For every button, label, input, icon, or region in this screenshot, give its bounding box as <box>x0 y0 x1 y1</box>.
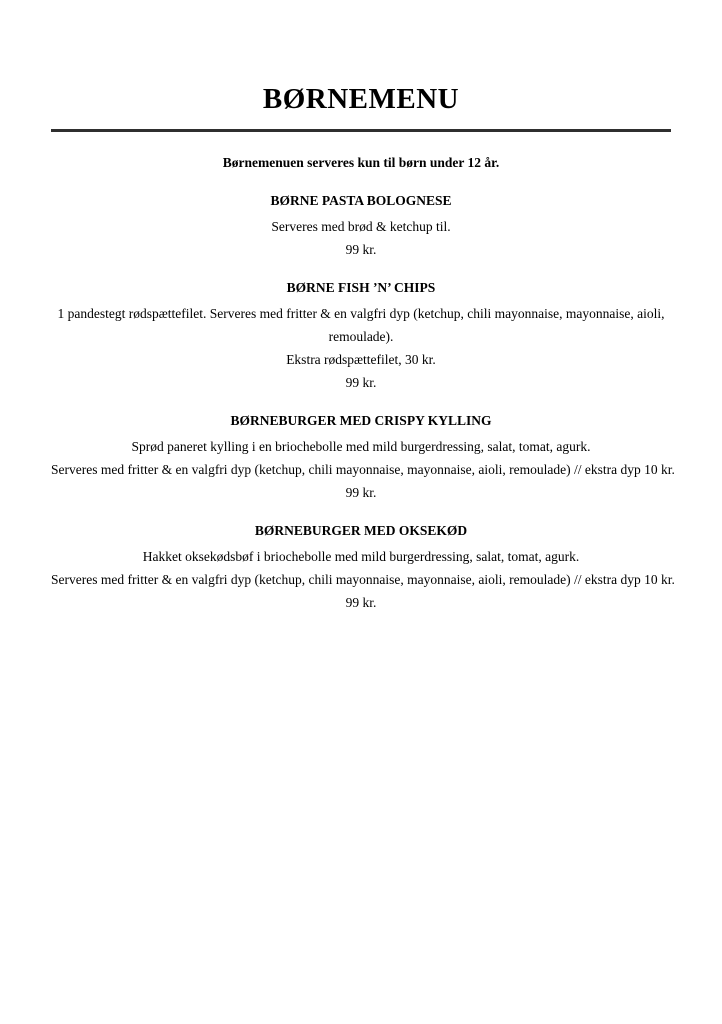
menu-item-description-line: Serveres med fritter & en valgfri dyp (ketchup, chili mayonnaise, mayonnaise, aioli, remoulade) // ekstra dyp 10 kr. <box>51 572 675 587</box>
menu-item-burger-oksekod <box>51 519 675 614</box>
menu-item-fish-n-chips <box>51 276 671 394</box>
menu-item-description-line: Sprød paneret kylling i en briochebolle med mild burgerdressing, salat, tomat, agurk. <box>131 439 591 454</box>
menu-item-name: BØRNEBURGER MED OKSEKØD <box>254 523 468 538</box>
age-restriction-note: Børnemenuen serveres kun til børn under 12 år. <box>222 155 500 170</box>
menu-item-name: BØRNE PASTA BOLOGNESE <box>270 193 452 208</box>
title-divider-rule <box>51 129 671 132</box>
menu-item-pasta-bolognese <box>51 189 671 261</box>
menu-item-burger-crispy-kylling <box>51 409 675 504</box>
menu-item-price: 99 kr. <box>345 375 377 390</box>
menu-item-price: 99 kr. <box>345 242 377 257</box>
menu-item-description-line: 1 pandestegt rødspættefilet. Serveres med fritter & en valgfri dyp (ketchup, chili mayonnaise, mayonnaise, aioli, <box>57 306 665 321</box>
menu-item-description-line: Serveres med brød & ketchup til. <box>271 219 451 234</box>
menu-item-description-line: remoulade). <box>328 329 394 344</box>
menu-item-name: BØRNEBURGER MED CRISPY KYLLING <box>230 413 492 428</box>
menu-item-description-line: Ekstra rødspættefilet, 30 kr. <box>286 352 436 367</box>
menu-item-price: 99 kr. <box>345 595 377 610</box>
menu-item-description-line: Serveres med fritter & en valgfri dyp (ketchup, chili mayonnaise, mayonnaise, aioli, remoulade) // ekstra dyp 10 kr. <box>51 462 675 477</box>
menu-item-name: BØRNE FISH ’N’ CHIPS <box>286 280 436 295</box>
menu-item-description-line: Hakket oksekødsbøf i briochebolle med mild burgerdressing, salat, tomat, agurk. <box>142 549 580 564</box>
page-title: BØRNEMENU <box>262 83 460 115</box>
menu-item-price: 99 kr. <box>345 485 377 500</box>
